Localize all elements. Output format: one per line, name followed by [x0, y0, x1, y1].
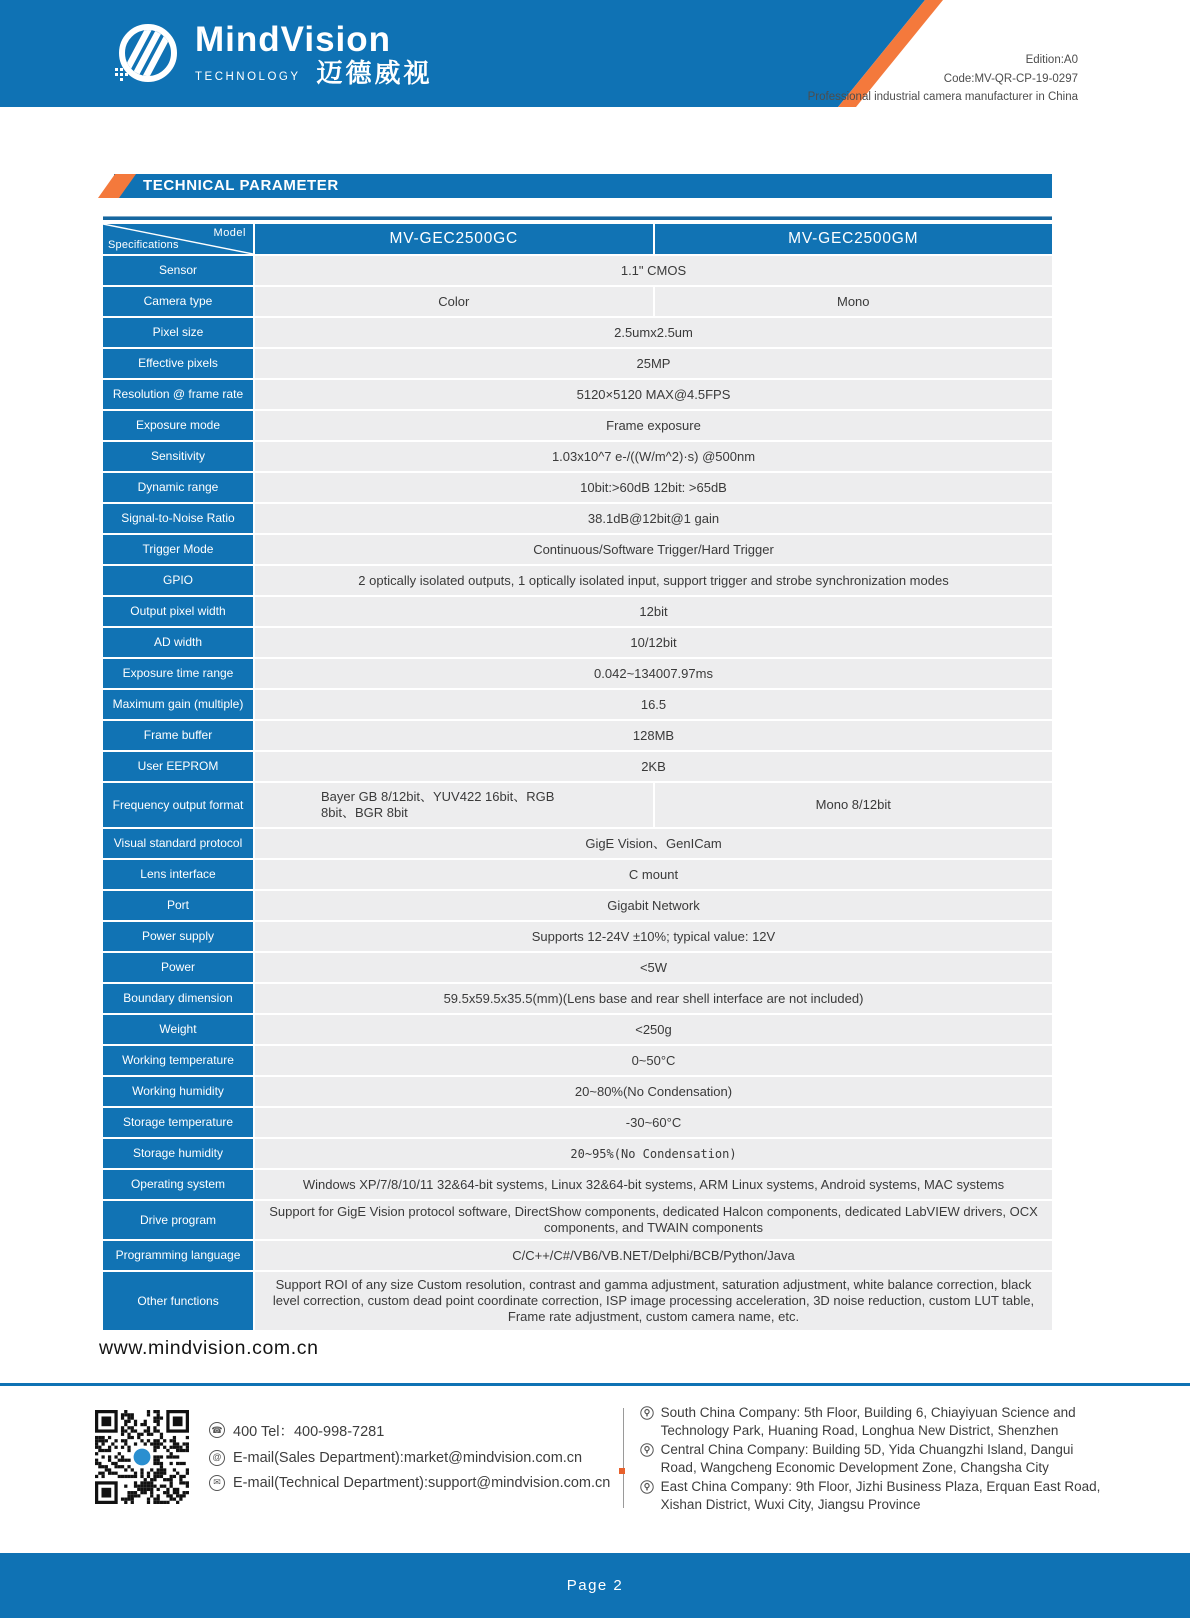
row-value: Supports 12-24V ±10%; typical value: 12V: [255, 922, 1052, 951]
table-header-row: [103, 224, 1052, 254]
row-value: <250g: [255, 1015, 1052, 1044]
row-value: 5120×5120 MAX@4.5FPS: [255, 380, 1052, 409]
table-row: [103, 628, 1052, 657]
row-value: C mount: [255, 860, 1052, 889]
row-label: Effective pixels: [103, 349, 253, 378]
website-url: www.mindvision.com.cn: [99, 1337, 319, 1359]
row-value: 2KB: [255, 752, 1052, 781]
row-value: 59.5x59.5x35.5(mm)(Lens base and rear shell interface are not included): [255, 984, 1052, 1013]
footer-contact-block: [95, 1400, 1107, 1513]
table-corner-cell: [103, 224, 253, 254]
row-value: 38.1dB@12bit@1 gain: [255, 504, 1052, 533]
document-code: Code:MV-QR-CP-19-0297: [943, 72, 1078, 85]
document-meta: [808, 51, 1078, 107]
address-text: East China Company: 9th Floor, Jizhi Business Plaza, Erquan East Road, Xishan District, Wuxi City, Jiangsu Province: [660, 1479, 1101, 1512]
row-label: Sensor: [103, 256, 253, 285]
row-label: Power supply: [103, 922, 253, 951]
row-value: 0.042~134007.97ms: [255, 659, 1052, 688]
row-value: 0~50°C: [255, 1046, 1052, 1075]
brand-technology-label: TECHNOLOGY: [195, 71, 301, 83]
row-value: 12bit: [255, 597, 1052, 626]
row-label: Operating system: [103, 1170, 253, 1199]
address-list: [640, 1400, 1107, 1513]
corner-specifications-label: Specifications: [108, 239, 179, 251]
row-value: Frame exposure: [255, 411, 1052, 440]
section-title-bar: [98, 174, 1052, 198]
table-row: [103, 659, 1052, 688]
spec-rows: [103, 256, 1052, 1330]
table-row: [103, 783, 1052, 827]
page-footer-bar: [0, 1553, 1190, 1618]
row-value: 2 optically isolated outputs, 1 optically isolated input, support trigger and strobe synchronization modes: [255, 566, 1052, 595]
table-row: [103, 829, 1052, 858]
table-row: [103, 318, 1052, 347]
row-label: Output pixel width: [103, 597, 253, 626]
envelope-icon: ✉: [209, 1475, 225, 1491]
row-value: 20~95%(No Condensation): [255, 1139, 1052, 1168]
row-value: Support ROI of any size Custom resolution, contrast and gamma adjustment, saturation adjustment, white balance correction, black level correction, custom dead point coordinate correction, ISP image processing acceleration, 3D noise reduction, custom LUT table, Frame rate adjustment, custom camera name, etc.: [255, 1272, 1052, 1330]
table-row: [103, 922, 1052, 951]
row-label: Frame buffer: [103, 721, 253, 750]
row-label: Lens interface: [103, 860, 253, 889]
row-value: Mono 8/12bit: [655, 783, 1053, 827]
row-value: Color: [255, 287, 653, 316]
row-label: User EEPROM: [103, 752, 253, 781]
table-row: [103, 1201, 1052, 1239]
table-row: [103, 984, 1052, 1013]
table-row: [103, 1170, 1052, 1199]
row-value: 10/12bit: [255, 628, 1052, 657]
row-label: Visual standard protocol: [103, 829, 253, 858]
row-value: 16.5: [255, 690, 1052, 719]
table-row: [103, 349, 1052, 378]
contact-phone-line: [209, 1420, 615, 1441]
row-label: Camera type: [103, 287, 253, 316]
brand-name: MindVision: [195, 20, 392, 59]
address-text: South China Company: 5th Floor, Building 6, Chiayiyuan Science and Technology Park, Huaning Road, Longhua New District, Shenzhen: [660, 1405, 1076, 1438]
section-title: TECHNICAL PARAMETER: [114, 174, 1052, 198]
row-label: Trigger Mode: [103, 535, 253, 564]
location-pin-icon: [640, 1480, 654, 1494]
column-header-model-gm: MV-GEC2500GM: [655, 224, 1053, 254]
row-label: Storage humidity: [103, 1139, 253, 1168]
row-label: Resolution @ frame rate: [103, 380, 253, 409]
table-row: [103, 442, 1052, 471]
row-value: Continuous/Software Trigger/Hard Trigger: [255, 535, 1052, 564]
contact-tech-email-line: [209, 1475, 615, 1491]
address-text: Central China Company: Building 5D, Yida Chuangzhi Island, Dangui Road, Wangcheng Economic Development Zone, Changsha City: [660, 1442, 1074, 1475]
row-value: Windows XP/7/8/10/11 32&64-bit systems, Linux 32&64-bit systems, ARM Linux systems, Android systems, MAC systems: [255, 1170, 1052, 1199]
row-label: Power: [103, 953, 253, 982]
mindvision-swirl-icon: [114, 21, 180, 87]
page-header: [0, 0, 1190, 118]
edition-label: Edition:A0: [1025, 54, 1078, 66]
table-row: [103, 504, 1052, 533]
row-value: -30~60°C: [255, 1108, 1052, 1137]
row-label: Dynamic range: [103, 473, 253, 502]
contact-list: [209, 1400, 615, 1510]
row-value: 128MB: [255, 721, 1052, 750]
row-label: Weight: [103, 1015, 253, 1044]
row-label: Frequency output format: [103, 783, 253, 827]
row-value: GigE Vision、GenICam: [255, 829, 1052, 858]
row-label: Exposure time range: [103, 659, 253, 688]
row-value: <5W: [255, 953, 1052, 982]
table-row: [103, 411, 1052, 440]
row-value: 1.1" CMOS: [255, 256, 1052, 285]
tech-email: E-mail(Technical Department):support@mindvision.com.cn: [233, 1474, 611, 1491]
footer-divider: [623, 1408, 624, 1508]
table-row: [103, 535, 1052, 564]
company-logo: [114, 21, 433, 87]
table-row: [103, 891, 1052, 920]
corner-model-label: Model: [213, 227, 246, 239]
list-item: [640, 1404, 1107, 1439]
row-label: Working humidity: [103, 1077, 253, 1106]
row-label: Storage temperature: [103, 1108, 253, 1137]
company-tagline: Professional industrial camera manufacturer in China: [807, 91, 1078, 103]
table-row: [103, 721, 1052, 750]
row-label: Other functions: [103, 1272, 253, 1330]
row-label: Sensitivity: [103, 442, 253, 471]
page-number: Page 2: [566, 1577, 624, 1594]
qr-code: [95, 1410, 189, 1504]
row-label: Working temperature: [103, 1046, 253, 1075]
phone-icon: ☎: [209, 1422, 225, 1438]
table-top-rule: [103, 216, 1052, 220]
table-row: [103, 380, 1052, 409]
table-row: [103, 597, 1052, 626]
column-header-model-gc: MV-GEC2500GC: [255, 224, 653, 254]
contact-sales-email-line: [209, 1450, 615, 1466]
table-row: [103, 1015, 1052, 1044]
table-row: [103, 473, 1052, 502]
row-value: 10bit:>60dB 12bit: >65dB: [255, 473, 1052, 502]
location-pin-icon: [640, 1406, 654, 1420]
table-row: [103, 1272, 1052, 1330]
row-value: 20~80%(No Condensation): [255, 1077, 1052, 1106]
footer-blue-rule: [0, 1383, 1190, 1386]
table-row: [103, 690, 1052, 719]
table-row: [103, 953, 1052, 982]
spec-table: [103, 216, 1052, 1330]
table-row: [103, 1046, 1052, 1075]
row-value: Gigabit Network: [255, 891, 1052, 920]
row-label: Exposure mode: [103, 411, 253, 440]
row-label: Pixel size: [103, 318, 253, 347]
row-label: Programming language: [103, 1241, 253, 1270]
row-value: Support for GigE Vision protocol software, DirectShow components, dedicated Halcon components, dedicated LabVIEW drivers, OCX components, and TWAIN components: [255, 1201, 1052, 1239]
location-pin-icon: [640, 1443, 654, 1457]
row-label: Signal-to-Noise Ratio: [103, 504, 253, 533]
table-row: [103, 1077, 1052, 1106]
row-label: Boundary dimension: [103, 984, 253, 1013]
at-icon: @: [209, 1450, 225, 1466]
row-label: Maximum gain (multiple): [103, 690, 253, 719]
table-row: [103, 860, 1052, 889]
row-value: 2.5umx2.5um: [255, 318, 1052, 347]
table-row: [103, 256, 1052, 285]
brand-chinese-name: 迈德威视: [316, 58, 433, 88]
row-value: 25MP: [255, 349, 1052, 378]
sales-email: E-mail(Sales Department):market@mindvision.com.cn: [233, 1449, 583, 1466]
table-row: [103, 566, 1052, 595]
list-item: [640, 1478, 1107, 1513]
phone-number: 400 Tel：400-998-7281: [233, 1423, 385, 1440]
table-row: [103, 1108, 1052, 1137]
table-row: [103, 1139, 1052, 1168]
row-label: AD width: [103, 628, 253, 657]
row-value: C/C++/C#/VB6/VB.NET/Delphi/BCB/Python/Java: [255, 1241, 1052, 1270]
list-item: [640, 1441, 1107, 1476]
row-label: Drive program: [103, 1201, 253, 1239]
row-label: Port: [103, 891, 253, 920]
table-row: [103, 1241, 1052, 1270]
row-value: Mono: [655, 287, 1053, 316]
logo-text: [195, 22, 433, 86]
table-row: [103, 752, 1052, 781]
table-row: [103, 287, 1052, 316]
row-value: 1.03x10^7 e-/((W/m^2)·s) @500nm: [255, 442, 1052, 471]
row-value: Bayer GB 8/12bit、YUV422 16bit、RGB 8bit、BGR 8bit: [255, 783, 653, 827]
row-label: GPIO: [103, 566, 253, 595]
